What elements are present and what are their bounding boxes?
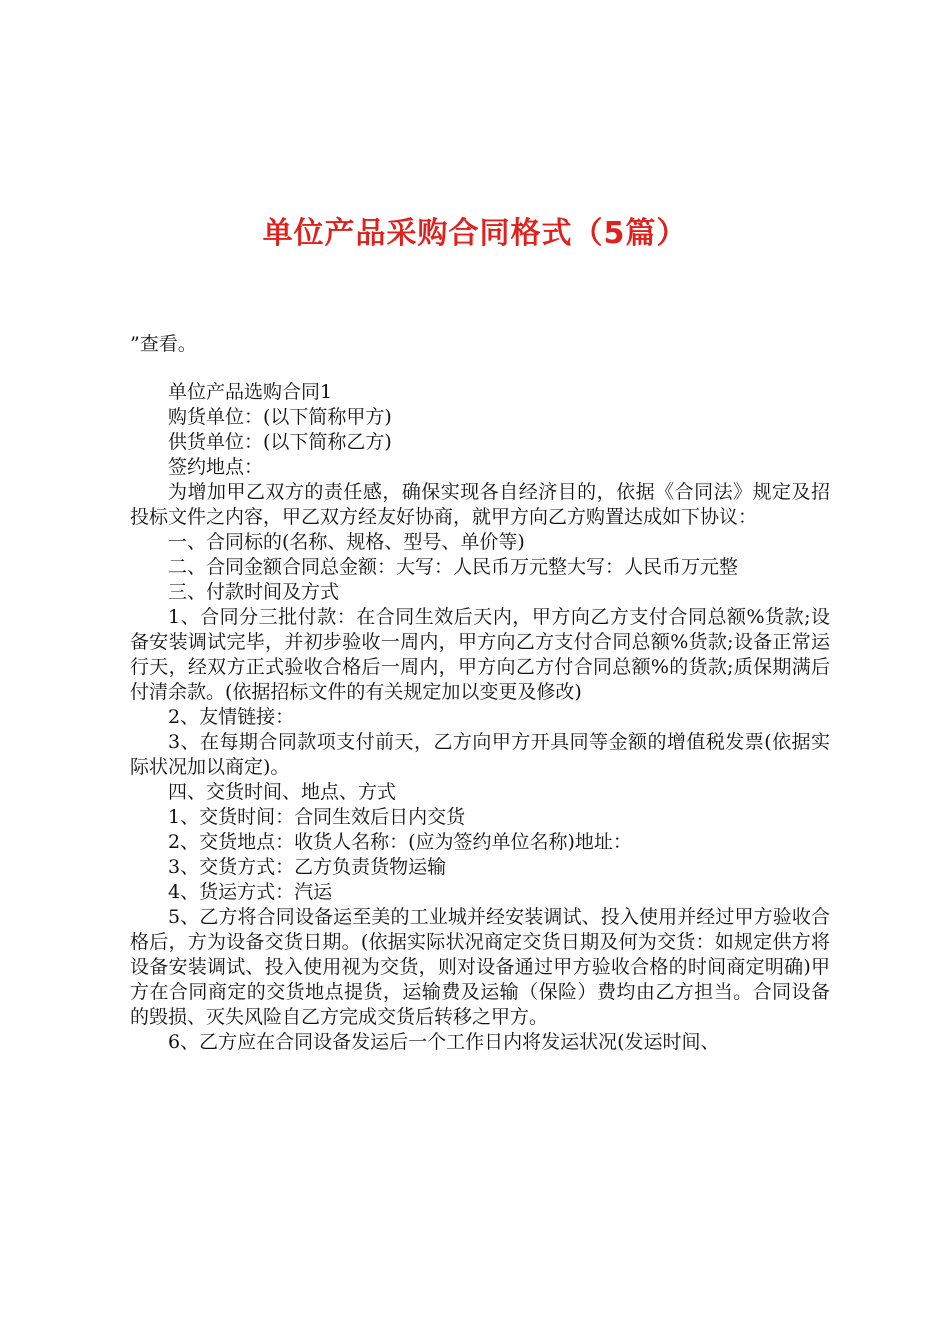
section-heading: 四、交货时间、地点、方式 [168, 781, 397, 803]
document-title: 单位产品采购合同格式（5篇） [262, 216, 688, 251]
preamble-paragraph: 为增加甲乙双方的责任感，确保实现各自经济目的，依据《合同法》规定及招投标文件之内容，甲乙双方经友好协商，就甲方向乙方购置达成如下协议： [130, 481, 830, 528]
contract-heading: 单位产品选购合同1 [168, 381, 333, 403]
clause-paragraph: 5、乙方将合同设备运至美的工业城并经安装调试、投入使用并经过甲方验收合格后，方为设备交货日期。(依据实际状况商定交货日期及何为交货：如规定供方将设备安装调试、投入使用视为交货，则对设备通过甲方验收合格的时间商定明确)甲方在合同商定的交货地点提货，运输费及运输（保险）费均由乙方担当。合同设备的毁损、灭失风险自乙方完成交货后转移之甲方。 [130, 906, 830, 1028]
clause-paragraph: 4、货运方式：汽运 [168, 881, 333, 903]
clause-paragraph: 1、合同分三批付款：在合同生效后天内，甲方向乙方支付合同总额%货款;设备安装调试完毕，并初步验收一周内，甲方向乙方支付合同总额%货款;设备正常运行天，经双方正式验收合格后一周内，甲方向乙方付合同总额%的货款;质保期满后付清余款。(依据招标文件的有关规定加以变更及修改) [130, 606, 830, 703]
supplier-line: 供货单位：(以下简称乙方) [168, 431, 392, 453]
clause-paragraph: 2、友情链接： [168, 706, 295, 728]
clause-paragraph: 3、在每期合同款项支付前天，乙方向甲方开具同等金额的增值税发票(依据实际状况加以商定)。 [130, 731, 830, 778]
clause-paragraph: 1、交货时间：合同生效后日内交货 [168, 806, 466, 828]
signing-place-line: 签约地点： [168, 456, 264, 478]
document-body [130, 380, 830, 1055]
clause-paragraph: 3、交货方式：乙方负责货物运输 [168, 856, 447, 878]
section-heading: 三、付款时间及方式 [168, 581, 340, 603]
section-heading: 一、合同标的(名称、规格、型号、单价等) [168, 531, 525, 553]
clause-paragraph: 2、交货地点：收货人名称：(应为签约单位名称)地址： [168, 831, 632, 853]
amount-paragraph: 二、合同金额合同总金额：大写：人民币万元整大写：人民币万元整 [168, 556, 739, 578]
intro-line: ”查看。 [130, 333, 197, 355]
buyer-line: 购货单位：(以下简称甲方) [168, 406, 392, 428]
clause-paragraph: 6、乙方应在合同设备发运后一个工作日内将发运状况(发运时间、 [168, 1031, 720, 1053]
